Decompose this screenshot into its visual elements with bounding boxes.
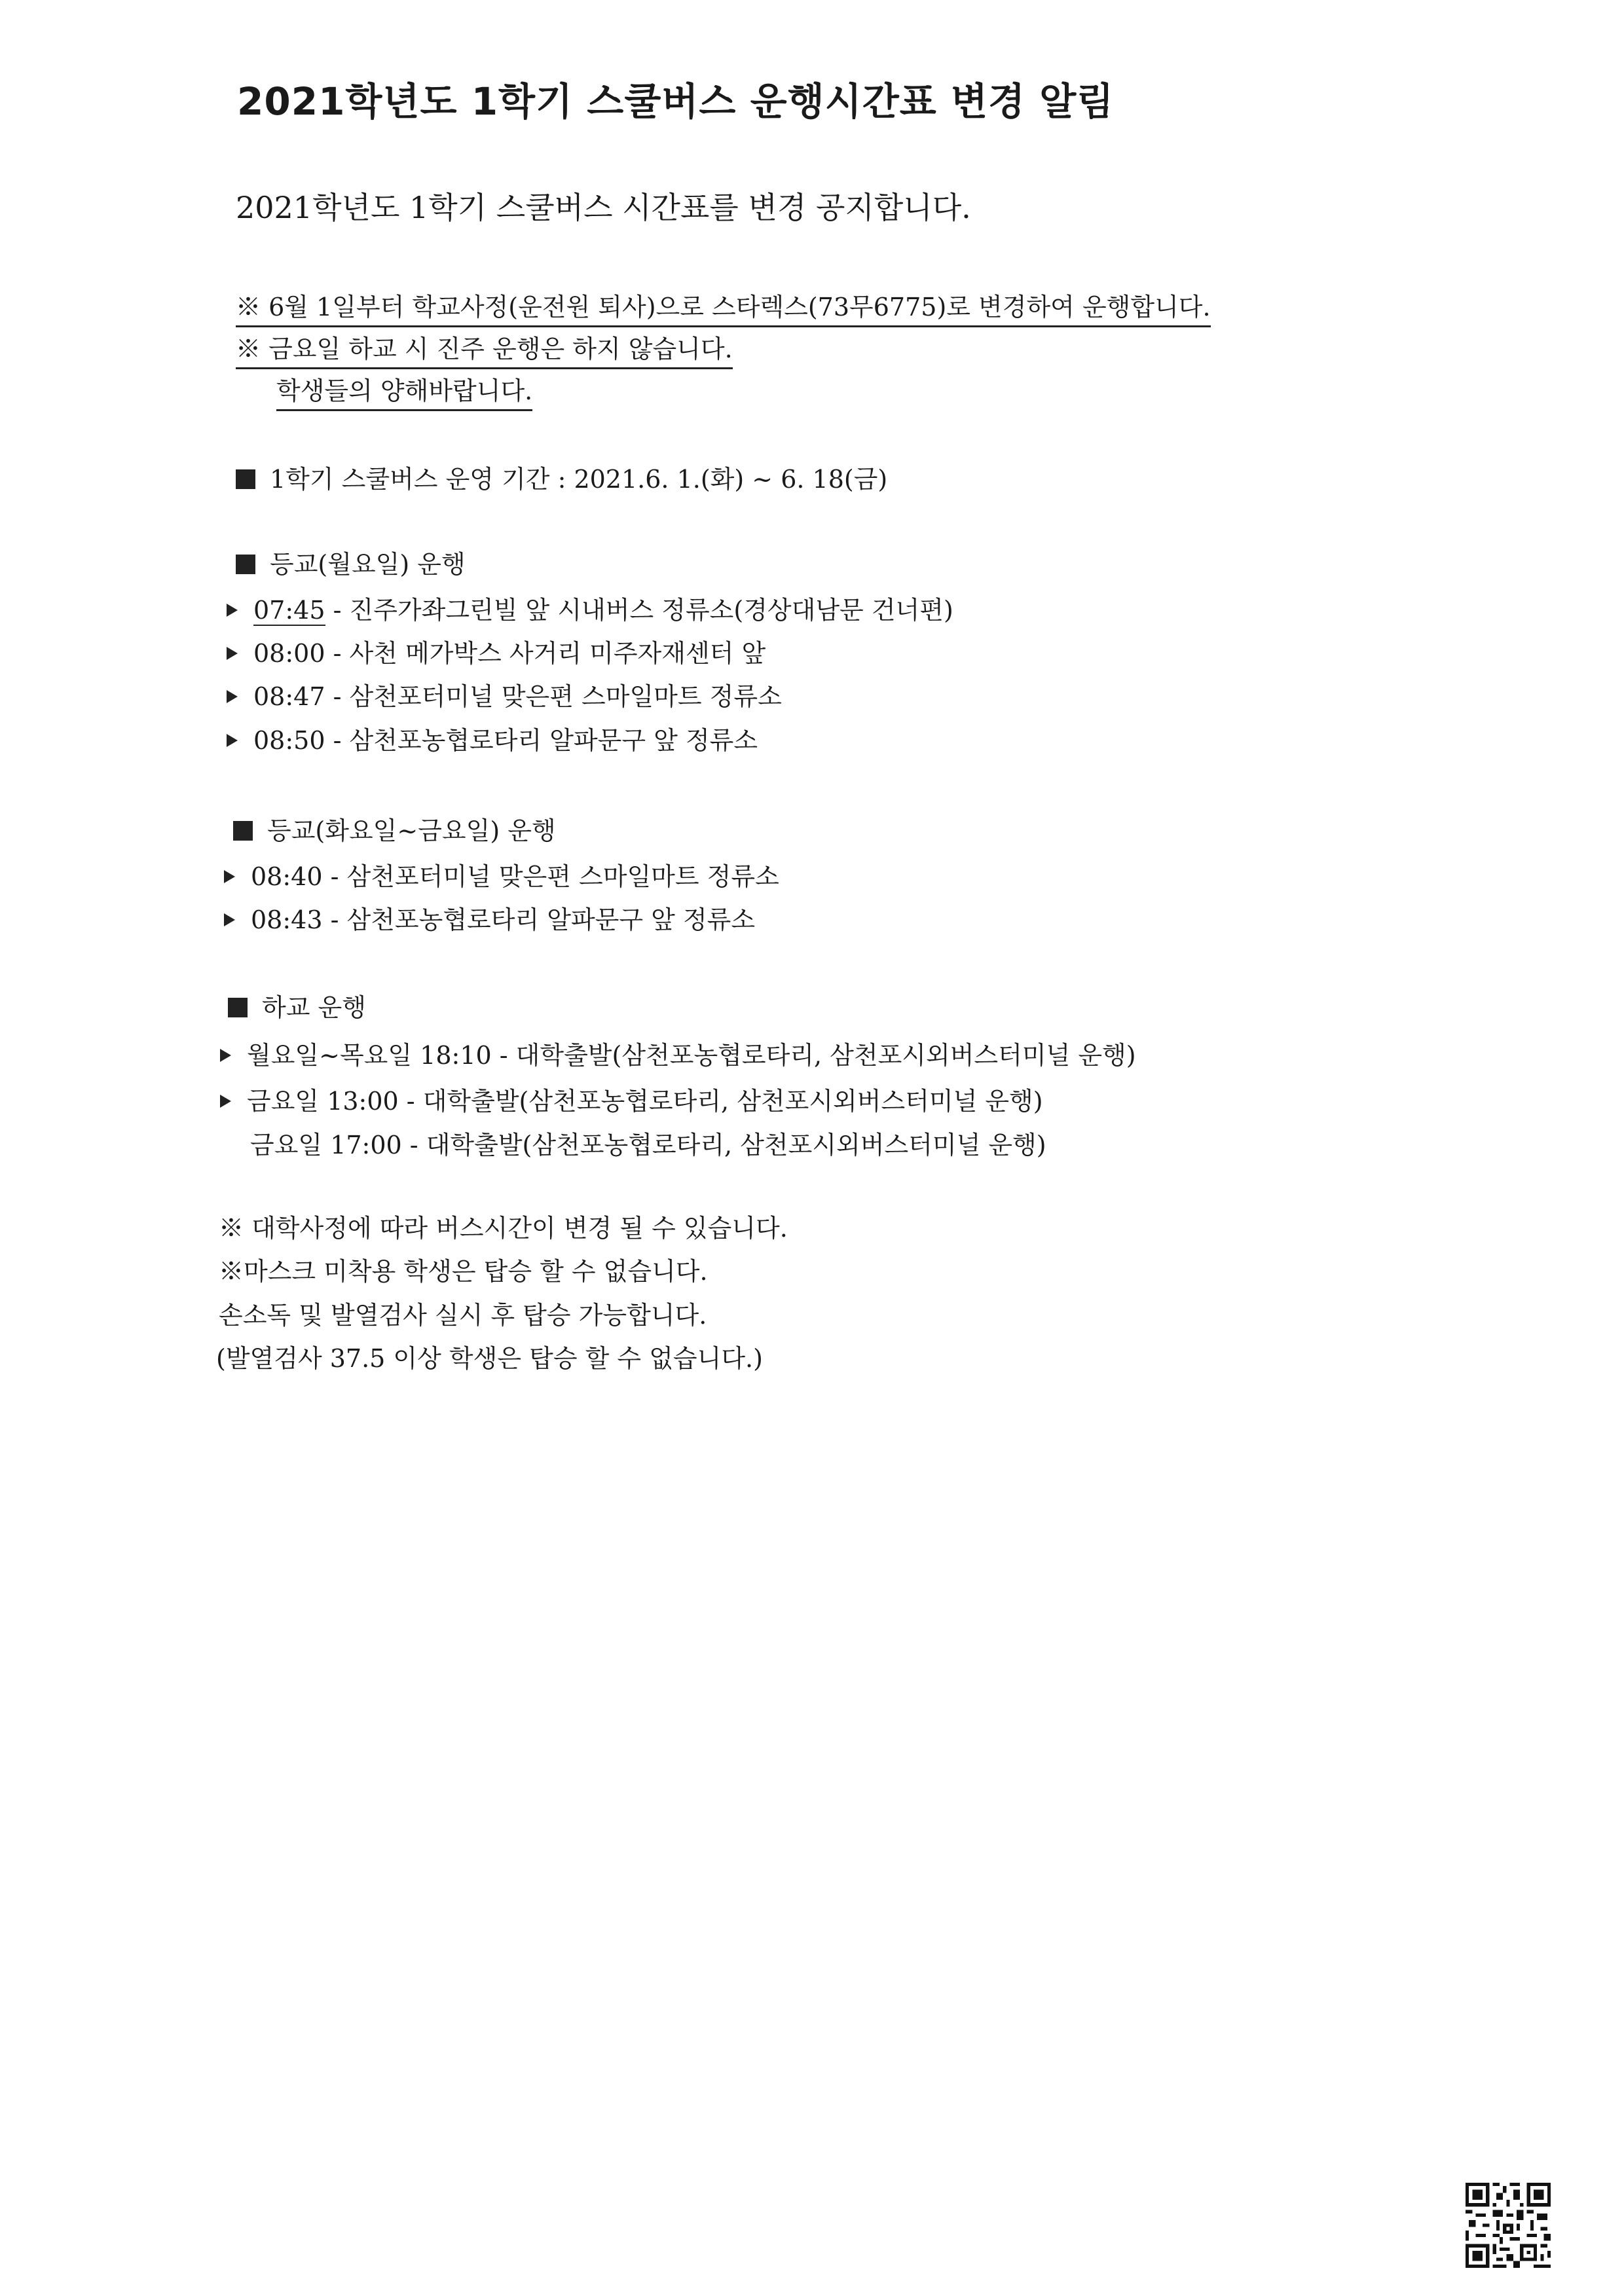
schedule-time: 08:43 — [251, 905, 323, 934]
monday-item — [227, 641, 766, 666]
schedule-text: - 사천 메가박스 사거리 미주자재센터 앞 — [325, 639, 766, 668]
page-title: 2021학년도 1학기 스쿨버스 운행시간표 변경 알림 — [237, 79, 1115, 124]
footer-note: 손소독 및 발열검사 실시 후 탑승 가능합니다. — [219, 1301, 707, 1330]
triangle-bullet-icon — [220, 1049, 231, 1062]
monday-item — [227, 728, 758, 753]
triangle-bullet-icon — [227, 690, 238, 703]
triangle-bullet-icon — [220, 1095, 231, 1108]
period-line — [236, 467, 887, 492]
triangle-bullet-icon — [227, 604, 238, 617]
footer-note: (발열검사 37.5 이상 학생은 탑승 할 수 없습니다.) — [216, 1344, 763, 1373]
schedule-time: 08:00 — [253, 639, 325, 668]
notice-line-2 — [236, 337, 733, 361]
notice-line-1 — [236, 295, 1211, 319]
notice-text: ※ 금요일 하교 시 진주 운행은 하지 않습니다. — [236, 335, 733, 369]
return-item — [220, 1089, 1043, 1114]
triangle-bullet-icon — [224, 913, 235, 926]
square-bullet-icon — [233, 821, 253, 841]
return-item — [250, 1133, 1046, 1157]
triangle-bullet-icon — [227, 734, 238, 747]
weekday-item — [224, 864, 779, 889]
section-heading: 등교(화요일~금요일) 운행 — [267, 816, 556, 845]
notice-text: ※ 6월 1일부터 학교사정(운전원 퇴사)으로 스타렉스(73무6775)로 변경하여 운행합니다. — [236, 293, 1211, 327]
monday-heading — [236, 552, 466, 577]
footer-note: ※마스크 미착용 학생은 탑승 할 수 없습니다. — [219, 1257, 708, 1286]
footer-note: ※ 대학사정에 따라 버스시간이 변경 될 수 있습니다. — [219, 1214, 788, 1243]
schedule-time: 08:40 — [251, 862, 323, 891]
triangle-bullet-icon — [227, 647, 238, 660]
schedule-text: - 진주가좌그린빌 앞 시내버스 정류소(경상대남문 건너편) — [325, 596, 953, 625]
schedule-time: 07:45 — [253, 596, 325, 625]
return-heading — [228, 995, 366, 1020]
square-bullet-icon — [236, 469, 255, 489]
weekday-item — [224, 907, 755, 932]
schedule-text: - 삼천포농협로타리 알파문구 앞 정류소 — [325, 726, 758, 755]
schedule-text: 금요일 13:00 - 대학출발(삼천포농협로타리, 삼천포시외버스터미널 운행) — [247, 1087, 1043, 1116]
section-heading: 등교(월요일) 운행 — [270, 550, 466, 579]
schedule-text: 월요일~목요일 18:10 - 대학출발(삼천포농협로타리, 삼천포시외버스터미널 운행) — [247, 1041, 1136, 1070]
schedule-time: 08:47 — [253, 682, 325, 711]
period-text: 1학기 스쿨버스 운영 기간 : 2021.6. 1.(화) ~ 6. 18(금) — [270, 465, 888, 494]
return-item — [220, 1043, 1136, 1068]
schedule-text: - 삼천포터미널 맞은편 스마일마트 정류소 — [322, 862, 779, 891]
square-bullet-icon — [236, 555, 255, 574]
schedule-time: 08:50 — [253, 726, 325, 755]
weekday-heading — [233, 818, 556, 843]
qr-code-icon — [1466, 2183, 1551, 2268]
section-heading: 하교 운행 — [262, 993, 366, 1022]
schedule-text: - 삼천포농협로타리 알파문구 앞 정류소 — [322, 905, 756, 934]
monday-item — [227, 684, 782, 709]
notice-text: 학생들의 양해바랍니다. — [276, 376, 532, 411]
intro-text: 2021학년도 1학기 스쿨버스 시간표를 변경 공지합니다. — [236, 190, 971, 225]
notice-line-3 — [276, 378, 532, 403]
square-bullet-icon — [228, 998, 248, 1017]
monday-item — [227, 598, 953, 623]
schedule-text: 금요일 17:00 - 대학출발(삼천포농협로타리, 삼천포시외버스터미널 운행) — [250, 1131, 1046, 1159]
schedule-text: - 삼천포터미널 맞은편 스마일마트 정류소 — [325, 682, 782, 711]
triangle-bullet-icon — [224, 870, 235, 883]
